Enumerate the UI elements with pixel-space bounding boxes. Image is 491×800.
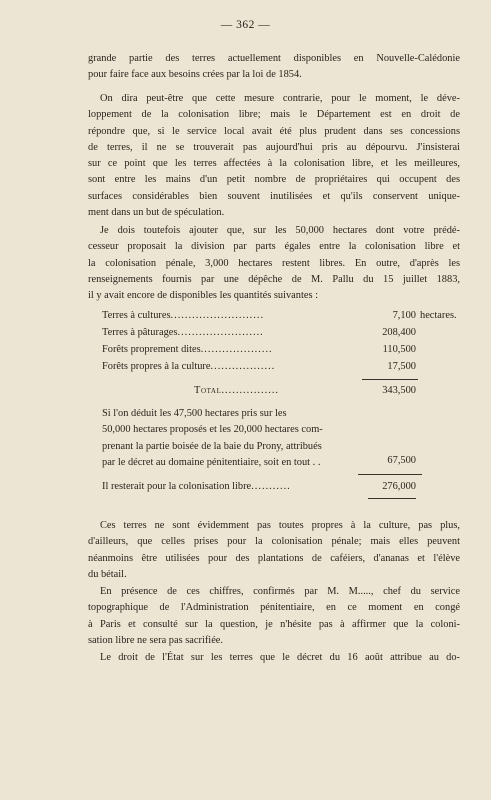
paragraph-5 xyxy=(88,584,460,649)
leader-dots: ........... xyxy=(251,481,291,492)
row-value: 7,100 xyxy=(392,310,416,321)
paragraph-1 xyxy=(88,51,460,84)
text-line: du bétail. xyxy=(88,568,127,580)
remain-row xyxy=(102,481,462,497)
page-number: — 362 — xyxy=(220,19,271,31)
total-row xyxy=(102,385,462,401)
text-line: néanmoins être utilisées pour des plantations de caféiers, d'ananas et l'élève xyxy=(88,552,460,564)
text-line: grande partie des terres actuellement disponibles en Nouvelle-Calédonie xyxy=(88,53,460,64)
sum-rule xyxy=(362,379,418,380)
row-value: 110,500 xyxy=(382,344,416,355)
text-line: surfaces considérables bien souvent inutilisées et qu'ils conservent unique- xyxy=(88,190,460,202)
row-unit: hectares. xyxy=(420,310,457,321)
text-line: renseignements fournis par une dépêche de M. Pallu du 15 juillet 1883, xyxy=(88,273,460,285)
row-value: 208,400 xyxy=(382,327,416,338)
table-row xyxy=(102,344,462,360)
text-line: il y avait encore de disponibles les quantités suivantes : xyxy=(88,290,318,302)
deduction-value: 67,500 xyxy=(387,455,416,466)
paragraph-2 xyxy=(88,91,460,221)
remain-value: 276,000 xyxy=(382,481,416,492)
paragraph-4 xyxy=(88,518,460,583)
paragraph-6 xyxy=(88,650,460,666)
total-label: Total xyxy=(194,385,222,396)
sum-rule xyxy=(358,474,422,475)
text-line: sur ce point que les terres affectées à la colonisation libre, et les meilleures, xyxy=(88,158,460,170)
deduction-row xyxy=(102,455,462,471)
text-line: par le décret au domaine pénitentiaire, soit en tout . . xyxy=(102,456,321,468)
text-line: topographique de l'Administration pénitentiaire, en ce moment en congé xyxy=(88,602,460,614)
leader-dots: .................. xyxy=(210,361,276,372)
text-line: On dira peut-être que cette mesure contrarie, pour le moment, le déve- xyxy=(100,93,460,104)
text-line: à Paris et consulté sur la question, je n'hésite pas à affirmer que la coloni- xyxy=(88,618,460,630)
remain-label: Il resterait pour la colonisation libre xyxy=(102,481,252,492)
text-line: d'ailleurs, que celles prises pour la colonisation pénale; mais elles peuvent xyxy=(88,536,460,548)
table-row xyxy=(102,327,462,343)
row-label: Forêts proprement dites xyxy=(102,344,201,355)
text-line: En présence de ces chiffres, confirmés par M. M....., chef du service xyxy=(100,586,460,597)
table-row xyxy=(102,361,462,377)
text-line: répondre que, si le service local avait été plus prudent dans ses concessions xyxy=(88,125,460,137)
text-line: cesseur proposait la division par parts égales entre la colonisation libre et xyxy=(88,241,460,253)
text-line: ment dans un but de spéculation. xyxy=(88,207,225,219)
leader-dots: .......................... xyxy=(170,310,265,321)
leader-dots: ........................ xyxy=(177,327,264,338)
text-line: pour faire face aux besoins crées par la loi de 1854. xyxy=(88,69,302,81)
paragraph-3 xyxy=(88,223,460,304)
text-line: la colonisation pénale, 3,000 hectares restent libres. En outre, d'après les xyxy=(88,257,460,269)
total-value: 343,500 xyxy=(382,385,416,396)
text-line: Si l'on déduit les 47,500 hectares pris sur les xyxy=(102,408,287,419)
row-value: 17,500 xyxy=(387,361,416,372)
closing-rule xyxy=(368,498,416,499)
text-line: Je dois toutefois ajouter que, sur les 50,000 hectares dont votre prédé- xyxy=(100,225,460,236)
text-line: sont entre les mains d'un petit nombre de propriétaires qui occupent des xyxy=(88,174,460,186)
text-line: prenant la partie boisée de la baie du Prony, attribués xyxy=(102,440,322,452)
leader-dots: ................ xyxy=(221,385,280,396)
text-line: Le droit de l'État sur les terres que le décret du 16 août attribue au do- xyxy=(100,652,460,663)
text-line: sation libre ne sera pas sacrifiée. xyxy=(88,634,224,646)
table-row xyxy=(102,310,462,326)
text-line: Ces terres ne sont évidemment pas toutes propres à la culture, pas plus, xyxy=(100,520,460,531)
text-line: de terres, il ne se trouverait pas aujourd'hui pris au dépourvu. J'insisterai xyxy=(88,141,460,153)
leader-dots: .................... xyxy=(200,344,273,355)
row-label: Terres à cultures xyxy=(102,310,171,321)
text-line: loppement de la colonisation libre; mais le Département est en droit de xyxy=(88,109,460,121)
text-line: 50,000 hectares proposés et les 20,000 hectares com- xyxy=(102,424,323,436)
row-label: Terres à pâturages xyxy=(102,327,178,338)
row-label: Forêts propres à la culture xyxy=(102,361,211,372)
